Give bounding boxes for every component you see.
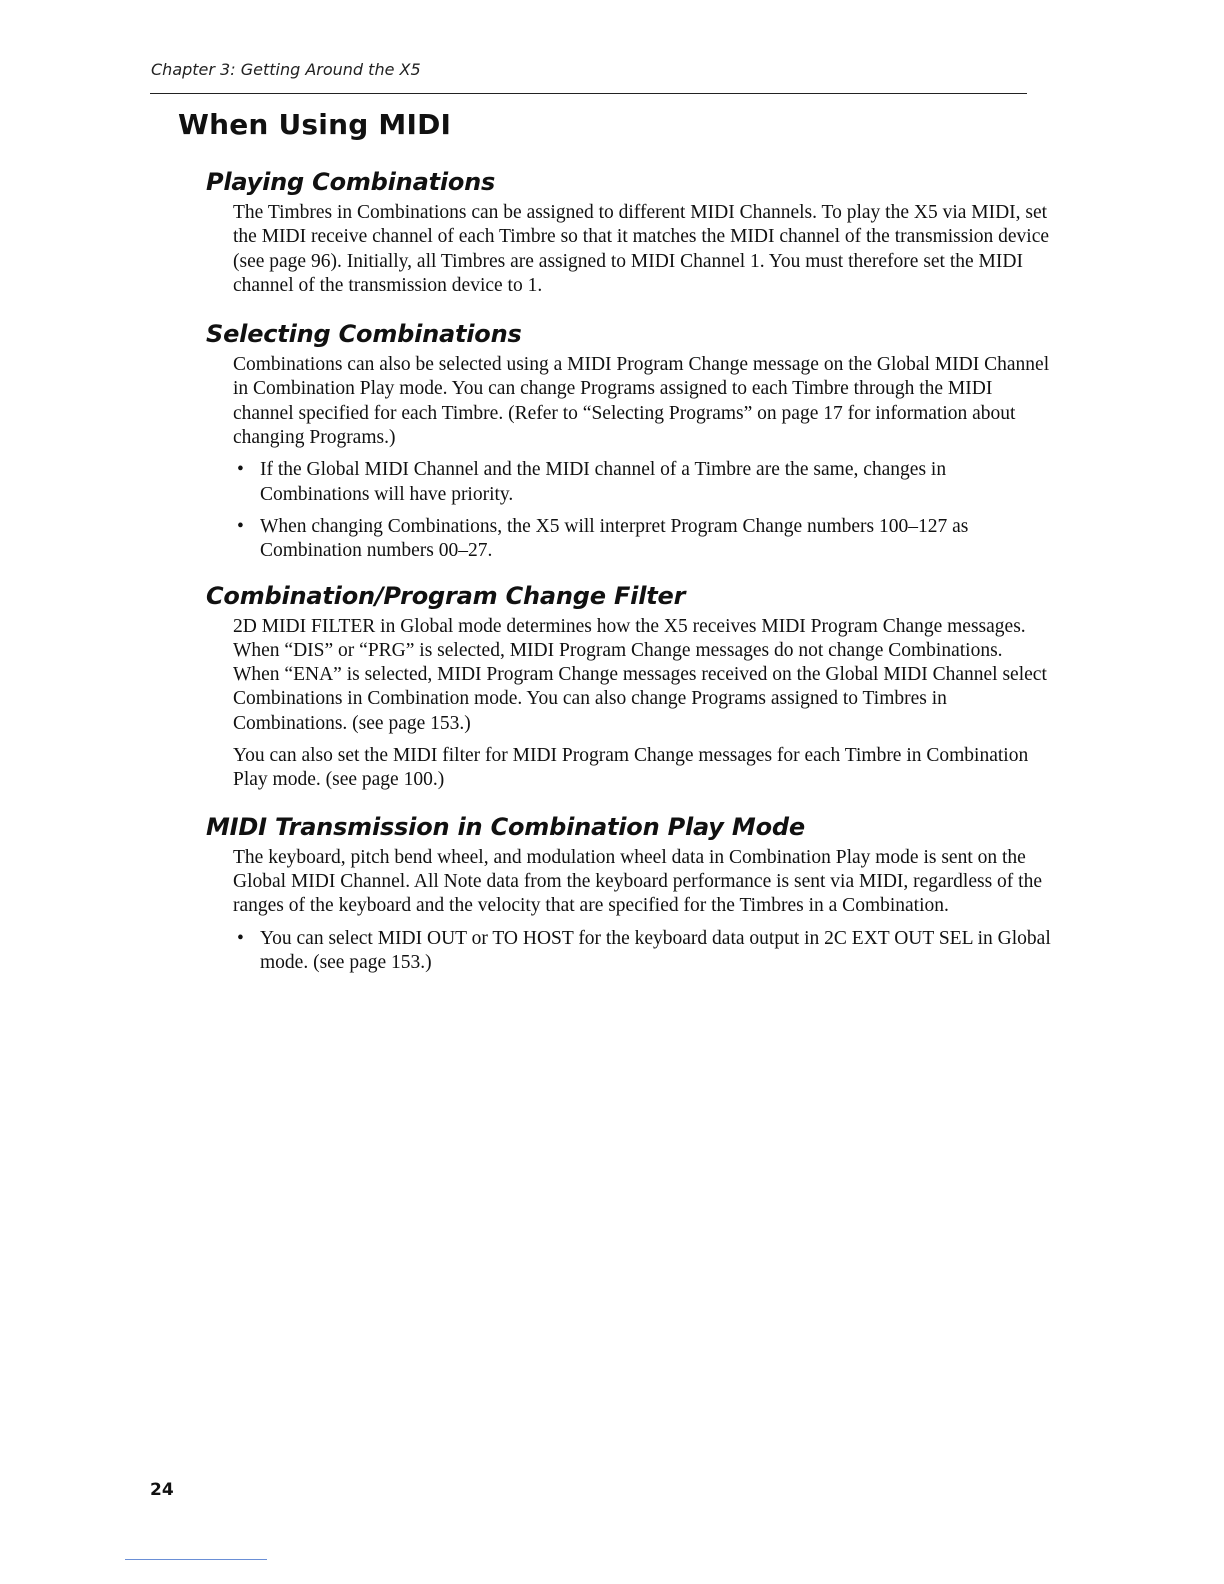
bullet-icon: • <box>237 927 244 949</box>
bullet-text: When changing Combinations, the X5 will interpret Program Change numbers 100–127 as Combination numbers 00–27. <box>260 515 969 562</box>
paragraph: 2D MIDI FILTER in Global mode determines how the X5 receives MIDI Program Change messages. When “DIS” or “PRG” is selected, MIDI Program Change messages do not change Combinations. When “ENA” is selected, MIDI Program Change messages received on the Global MIDI Channel select Combinations in Combination mode. You can also change Programs assigned to Timbres in Combinations. (see page 153.) <box>233 615 1047 734</box>
section-heading: Playing Combinations <box>206 168 496 196</box>
bullet-icon: • <box>237 515 244 537</box>
header-rule <box>150 93 1027 94</box>
bullet-text: You can select MIDI OUT or TO HOST for the keyboard data output in 2C EXT OUT SEL in Global mode. (see page 153.) <box>260 927 1051 973</box>
paragraph: You can also set the MIDI filter for MIDI Program Change messages for each Timbre in Combination Play mode. (see page 100.) <box>233 745 1029 791</box>
section-program-change-filter <box>206 582 1066 793</box>
chapter-heading: When Using MIDI <box>178 108 452 141</box>
bullet-icon: • <box>237 459 244 481</box>
page-number: 24 <box>150 1480 174 1500</box>
section-playing-combinations <box>206 168 1066 298</box>
bullet-item <box>233 458 1053 507</box>
bullet-item <box>233 927 1053 976</box>
footer-line <box>125 1559 267 1560</box>
running-header: Chapter 3: Getting Around the X5 <box>151 60 421 79</box>
section-midi-transmission <box>206 813 1066 975</box>
section-heading: Selecting Combinations <box>206 320 522 349</box>
paragraph: Combinations can also be selected using a MIDI Program Change message on the Global MIDI Channel in Combination Play mode. You can change Programs assigned to each Timbre through the MIDI channel specified for each Timbre. (Refer to “Selecting Programs” on page 17 for information about changing Programs.) <box>233 354 1050 449</box>
bullet-list <box>233 927 1053 976</box>
bullet-item <box>233 515 1053 564</box>
bullet-list <box>233 458 1053 563</box>
section-selecting-combinations <box>206 320 1066 563</box>
paragraph: The keyboard, pitch bend wheel, and modulation wheel data in Combination Play mode is sent on the Global MIDI Channel. All Note data from the keyboard performance is sent via MIDI, regardless of the ranges of the keyboard and the velocity that are specified for the Timbres in a Combination. <box>233 846 1043 917</box>
bullet-text: If the Global MIDI Channel and the MIDI channel of a Timbre are the same, changes in Combinations will have priority. <box>260 459 947 505</box>
section-heading: MIDI Transmission in Combination Play Mode <box>206 812 805 841</box>
page-content <box>206 168 1066 983</box>
section-heading: Combination/Program Change Filter <box>206 581 686 610</box>
paragraph: The Timbres in Combinations can be assigned to different MIDI Channels. To play the X5 via MIDI, set the MIDI receive channel of each Timbre so that it matches the MIDI channel of the transmission device (see page 96). Initially, all Timbres are assigned to MIDI Channel 1. You must therefore set the MIDI channel of the transmission device to 1. <box>233 202 1050 296</box>
